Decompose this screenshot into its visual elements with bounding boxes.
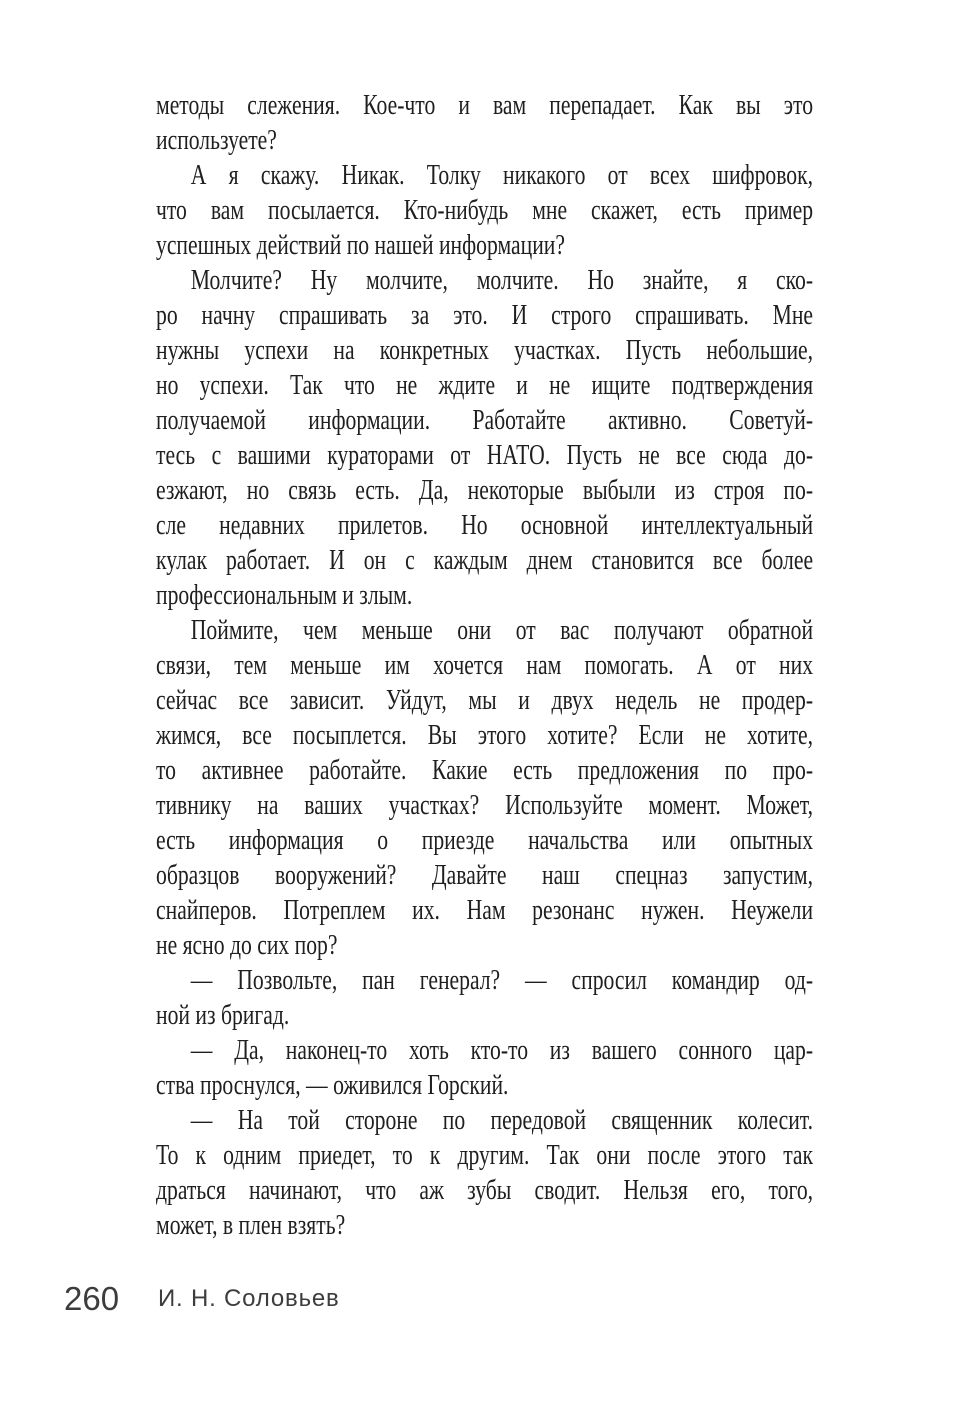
running-author: И. Н. Соловьев xyxy=(158,1285,340,1312)
text-line: что вам посылается. Кто-нибудь мне скажет, есть пример xyxy=(156,195,814,226)
paragraph xyxy=(156,963,813,1033)
text-line: может, в плен взять? xyxy=(156,1210,346,1241)
text-line: Поймите, чем меньше они от вас получают обратной xyxy=(190,615,814,646)
text-line: но успехи. Так что не ждите и не ищите подтверждения xyxy=(156,370,814,401)
text-line: связи, тем меньше им хочется нам помогать. А от них xyxy=(156,650,814,681)
text-line: снайперов. Потреплем их. Нам резонанс нужен. Неужели xyxy=(156,895,814,926)
text-line: езжают, но связь есть. Да, некоторые выбыли из строя по- xyxy=(156,475,814,506)
paragraph xyxy=(156,613,813,963)
text-line: — На той стороне по передовой священник колесит. xyxy=(190,1105,814,1136)
text-line: кулак работает. И он с каждым днем становится все более xyxy=(156,545,814,576)
text-line: драться начинают, что аж зубы сводит. Нельзя его, того, xyxy=(156,1175,814,1206)
paragraph xyxy=(156,88,813,158)
text-line: нужны успехи на конкретных участках. Пусть небольшие, xyxy=(156,335,814,366)
text-line: есть информация о приезде начальства или опытных xyxy=(156,825,814,856)
text-line: То к одним приедет, то к другим. Так они после этого так xyxy=(156,1140,814,1171)
page-text xyxy=(156,88,813,1243)
text-line: профессиональным и злым. xyxy=(156,580,413,611)
text-line: ной из бригад. xyxy=(156,1000,290,1031)
page-number: 260 xyxy=(64,1280,120,1317)
text-line: получаемой информации. Работайте активно. Советуй- xyxy=(156,405,814,436)
text-line: А я скажу. Никак. Толку никакого от всех шифровок, xyxy=(190,160,814,191)
text-line: используете? xyxy=(156,125,277,156)
text-line: тесь с вашими кураторами от НАТО. Пусть не все сюда до- xyxy=(156,440,814,471)
text-line: образцов вооружений? Давайте наш спецназ запустим, xyxy=(156,860,814,891)
text-line: — Да, наконец-то хоть кто-то из вашего сонного цар- xyxy=(190,1035,814,1066)
text-line: сейчас все зависит. Уйдут, мы и двух недель не продер- xyxy=(156,685,814,716)
text-line: то активнее работайте. Какие есть предложения по про- xyxy=(156,755,814,786)
text-line: Молчите? Ну молчите, молчите. Но знайте, я ско- xyxy=(190,265,814,296)
text-line: сле недавних прилетов. Но основной интеллектуальный xyxy=(156,510,814,541)
paragraph xyxy=(156,1033,813,1103)
text-line: жимся, все посыплется. Вы этого хотите? Если не хотите, xyxy=(156,720,814,751)
text-line: ро начну спрашивать за это. И строго спрашивать. Мне xyxy=(156,300,814,331)
text-line: не ясно до сих пор? xyxy=(156,930,338,961)
paragraph xyxy=(156,1103,813,1243)
paragraph xyxy=(156,158,813,263)
text-line: тивнику на ваших участках? Используйте момент. Может, xyxy=(156,790,814,821)
text-line: ства проснулся, — оживился Горский. xyxy=(156,1070,509,1101)
text-line: — Позвольте, пан генерал? — спросил командир од- xyxy=(190,965,814,996)
paragraph xyxy=(156,263,813,613)
text-line: методы слежения. Кое-что и вам перепадает. Как вы это xyxy=(156,90,814,121)
text-line: успешных действий по нашей информации? xyxy=(156,230,566,261)
